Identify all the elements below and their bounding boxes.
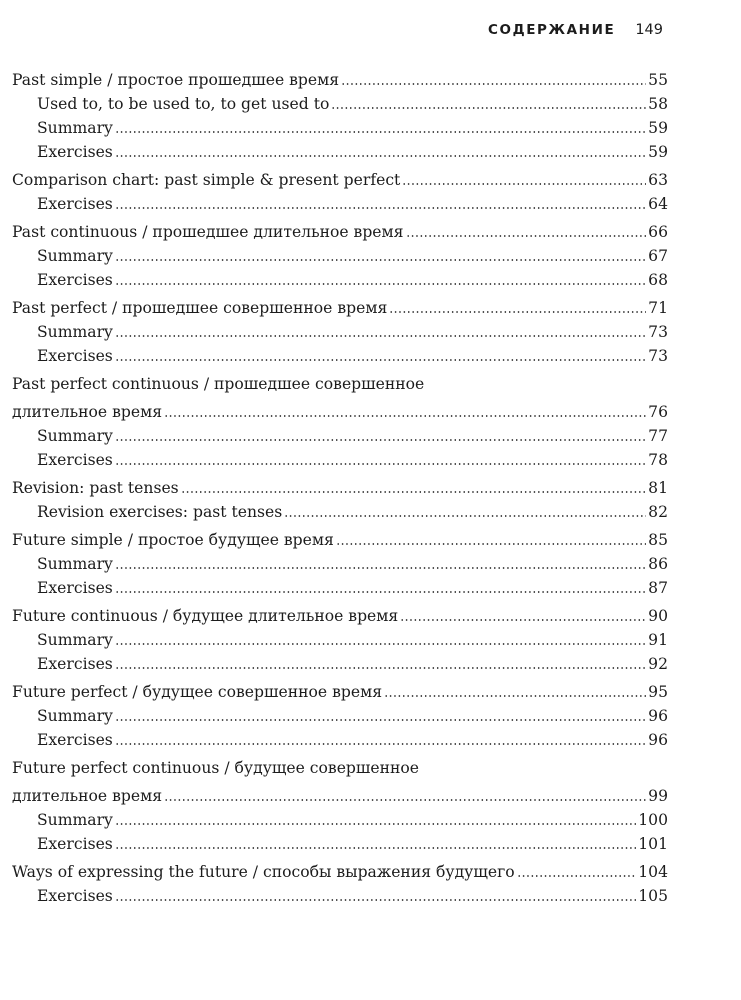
toc-page-number: 73 <box>648 347 668 365</box>
dot-leader <box>115 207 646 209</box>
dot-leader <box>400 619 646 621</box>
toc-page-number: 86 <box>648 555 668 573</box>
toc-entry-title: Exercises <box>37 271 113 289</box>
toc-page-number: 100 <box>638 811 668 829</box>
toc-entry[interactable] <box>12 528 668 552</box>
toc-entry-title: Future simple / простое будущее время <box>12 531 334 549</box>
toc-entry-title: Exercises <box>37 347 113 365</box>
dot-leader <box>115 259 646 261</box>
dot-leader <box>402 183 646 185</box>
toc-subentry[interactable] <box>12 704 668 728</box>
dot-leader <box>115 463 646 465</box>
toc-entry-title: Exercises <box>37 195 113 213</box>
toc-entry-title: Comparison chart: past simple & present perfect <box>12 171 401 189</box>
toc-entry-title: Ways of expressing the future / способы выражения будущего <box>12 863 515 881</box>
toc-entry[interactable] <box>12 400 668 424</box>
toc-entry-title: Exercises <box>37 451 113 469</box>
dot-leader <box>115 155 646 157</box>
toc-subentry[interactable] <box>12 244 668 268</box>
toc-page-number: 78 <box>648 451 668 469</box>
toc-page-number: 105 <box>638 887 668 905</box>
toc-page-number: 55 <box>648 71 668 89</box>
toc-entry[interactable] <box>12 604 668 628</box>
dot-leader <box>181 491 646 493</box>
toc-page-number: 77 <box>648 427 668 445</box>
toc-page-number: 66 <box>648 223 668 241</box>
toc-entry-title: Exercises <box>37 143 113 161</box>
toc-subentry[interactable] <box>12 552 668 576</box>
toc-entry[interactable] <box>12 476 668 500</box>
toc-page-number: 95 <box>648 683 668 701</box>
dot-leader <box>517 875 637 877</box>
toc-page-number: 63 <box>648 171 668 189</box>
toc-subentry[interactable] <box>12 448 668 472</box>
dot-leader <box>115 823 636 825</box>
toc-entry[interactable] <box>12 680 668 704</box>
toc-entry-title: Past continuous / прошедшее длительное время <box>12 223 404 241</box>
dot-leader <box>115 719 646 721</box>
toc-page-number: 90 <box>648 607 668 625</box>
toc-page-number: 99 <box>648 787 668 805</box>
toc-entry-title: Summary <box>37 707 113 725</box>
toc-entry-title: Summary <box>37 555 113 573</box>
toc-entry[interactable] <box>12 296 668 320</box>
toc-entry-title: Summary <box>37 247 113 265</box>
dot-leader <box>115 591 646 593</box>
toc-subentry[interactable] <box>12 140 668 164</box>
toc-subentry[interactable] <box>12 424 668 448</box>
toc-page-number: 64 <box>648 195 668 213</box>
toc-entry[interactable] <box>12 168 668 192</box>
toc-page-number: 59 <box>648 143 668 161</box>
toc-page-number: 81 <box>648 479 668 497</box>
dot-leader <box>336 543 646 545</box>
toc-subentry[interactable] <box>12 192 668 216</box>
toc-entry-title: Exercises <box>37 835 113 853</box>
toc-entry-title: Future continuous / будущее длительное время <box>12 607 399 625</box>
toc-subentry[interactable] <box>12 344 668 368</box>
toc-entry-title: Summary <box>37 323 113 341</box>
dot-leader <box>331 107 646 109</box>
toc-entry-title: Revision exercises: past tenses <box>37 503 283 521</box>
toc-page-number: 87 <box>648 579 668 597</box>
toc-subentry[interactable] <box>12 116 668 140</box>
dot-leader <box>115 643 646 645</box>
toc-entry-title: длительное время <box>12 403 163 421</box>
toc-page-number: 85 <box>648 531 668 549</box>
dot-leader <box>384 695 646 697</box>
toc-subentry[interactable] <box>12 500 668 524</box>
toc-entry-title: Summary <box>37 427 113 445</box>
toc-subentry[interactable] <box>12 652 668 676</box>
toc-page-number: 92 <box>648 655 668 673</box>
toc-entry-title: Exercises <box>37 887 113 905</box>
dot-leader <box>115 567 646 569</box>
toc-subentry[interactable] <box>12 884 668 908</box>
toc-page-number: 76 <box>648 403 668 421</box>
toc-subentry[interactable] <box>12 268 668 292</box>
toc-entry[interactable] <box>12 860 668 884</box>
toc-page-number: 68 <box>648 271 668 289</box>
toc-subentry[interactable] <box>12 320 668 344</box>
toc-page-number: 59 <box>648 119 668 137</box>
dot-leader <box>284 515 646 517</box>
toc-page-number: 71 <box>648 299 668 317</box>
toc-entry-title: Exercises <box>37 655 113 673</box>
toc-entry-title: Summary <box>37 631 113 649</box>
dot-leader <box>115 283 646 285</box>
toc-entry[interactable] <box>12 372 668 396</box>
dot-leader <box>115 667 646 669</box>
toc-page-number: 101 <box>638 835 668 853</box>
toc-entry-title: длительное время <box>12 787 163 805</box>
toc-entry-title: Exercises <box>37 731 113 749</box>
toc-subentry[interactable] <box>12 92 668 116</box>
toc-entry-title: Past perfect continuous / прошедшее совершенное <box>12 375 425 393</box>
toc-entry[interactable] <box>12 220 668 244</box>
toc-page-number: 67 <box>648 247 668 265</box>
toc-subentry[interactable] <box>12 628 668 652</box>
toc-page-number: 82 <box>648 503 668 521</box>
toc-entry[interactable] <box>12 756 668 780</box>
dot-leader <box>115 131 646 133</box>
toc-entry-title: Used to, to be used to, to get used to <box>37 95 330 113</box>
dot-leader <box>164 799 646 801</box>
dot-leader <box>406 235 647 237</box>
toc-page-number: 58 <box>648 95 668 113</box>
toc-subentry[interactable] <box>12 808 668 832</box>
dot-leader <box>115 899 636 901</box>
dot-leader <box>164 415 646 417</box>
toc-entry-title: Revision: past tenses <box>12 479 179 497</box>
toc-page-number: 96 <box>648 707 668 725</box>
dot-leader <box>115 335 646 337</box>
toc-page-number: 91 <box>648 631 668 649</box>
toc-entry-title: Future perfect continuous / будущее совершенное <box>12 759 420 777</box>
toc-page-number: 96 <box>648 731 668 749</box>
dot-leader <box>389 311 646 313</box>
toc-entry-title: Exercises <box>37 579 113 597</box>
toc-subentry[interactable] <box>12 576 668 600</box>
toc-subentry[interactable] <box>12 728 668 752</box>
page-number: 149 <box>635 22 663 38</box>
toc-page-number: 73 <box>648 323 668 341</box>
toc-entry-title: Summary <box>37 119 113 137</box>
toc-entry[interactable] <box>12 784 668 808</box>
dot-leader <box>115 439 646 441</box>
toc-page-number: 104 <box>638 863 668 881</box>
toc-entry-title: Past simple / простое прошедшее время <box>12 71 340 89</box>
toc-entry[interactable] <box>12 68 668 92</box>
dot-leader <box>115 847 636 849</box>
table-of-contents <box>12 68 668 908</box>
toc-subentry[interactable] <box>12 832 668 856</box>
dot-leader <box>115 743 646 745</box>
toc-entry-title: Future perfect / будущее совершенное время <box>12 683 383 701</box>
page-header <box>488 22 663 38</box>
toc-entry-title: Past perfect / прошедшее совершенное время <box>12 299 388 317</box>
dot-leader <box>115 359 646 361</box>
running-title: СОДЕРЖАНИЕ <box>487 22 616 38</box>
toc-entry-title: Summary <box>37 811 113 829</box>
dot-leader <box>341 83 646 85</box>
